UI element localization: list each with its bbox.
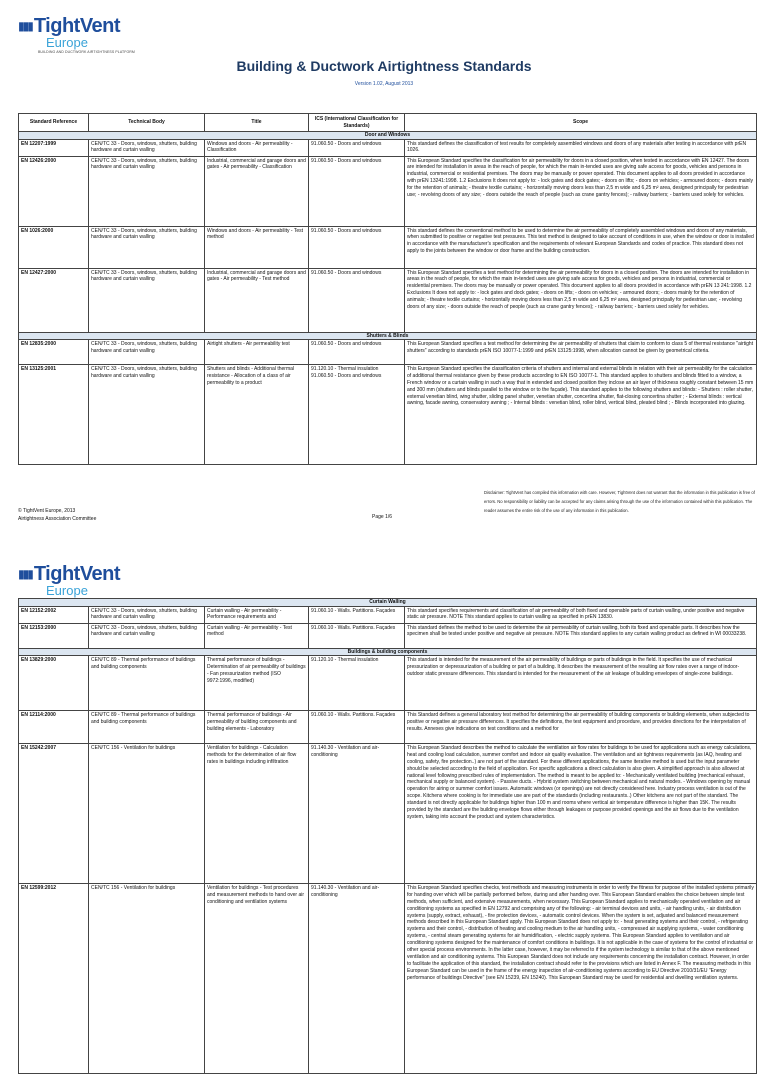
column-header: Title — [205, 114, 309, 132]
logo-bars-icon: ▮▮▮ — [18, 19, 32, 33]
table-row — [19, 365, 757, 465]
ics-code: 91.140.30 - Ventilation and air-conditioning — [309, 884, 405, 1074]
section-row — [19, 332, 757, 340]
standard-title: Shutters and blinds - Additional thermal resistance - Allocation of a class of air permeability to a product — [205, 365, 309, 465]
disclaimer: Disclaimer: TightVent has compiled this information with care. However, TightVent does not warrant that the information in this publication is free of errors. No responsibility or liability can be accepted for any claims arising through the use of the information contained within this publication. The reader assumes the entire risk of the use of any information in this publication. — [484, 490, 755, 513]
standard-reference: EN 12114:2000 — [19, 711, 89, 744]
technical-body: CEN/TC 33 - Doors, windows, shutters, building hardware and curtain walling — [89, 606, 205, 623]
section-label: Door and Windows — [19, 132, 757, 140]
section-label: Buildings & building components — [19, 648, 757, 656]
table-row — [19, 268, 757, 332]
standard-reference: EN 13125:2001 — [19, 365, 89, 465]
section-label: Curtain Walling — [19, 599, 757, 607]
column-header: Scope — [405, 114, 757, 132]
tightvent-logo — [18, 16, 135, 54]
standard-title: Windows and doors - Air permeability - Classification — [205, 139, 309, 156]
technical-body: CEN/TC 33 - Doors, windows, shutters, building hardware and curtain walling — [89, 156, 205, 226]
standard-reference: EN 12207:1999 — [19, 139, 89, 156]
table-row — [19, 156, 757, 226]
column-header: Technical Body — [89, 114, 205, 132]
technical-body: CEN/TC 156 - Ventilation for buildings — [89, 884, 205, 1074]
ics-code: 91.060.50 - Doors and windows — [309, 156, 405, 226]
section-row — [19, 599, 757, 607]
technical-body: CEN/TC 33 - Doors, windows, shutters, building hardware and curtain walling — [89, 365, 205, 465]
technical-body: CEN/TC 89 - Thermal performance of buildings and building components — [89, 711, 205, 744]
table-row — [19, 606, 757, 623]
logo-brand: TightVent — [33, 563, 121, 585]
scope-text: This standard is intended for the measurement of the air permeability of buildings or parts of buildings in the field. It specifies the use of mechanical pressurization or depressurization of a building or part of a building. It describes the measurement of the resulting air flow rates over a range of indoor-outdoor static pressure differences. This standard is intended for the measurement of the air leakage of building envelopes of single-zone buildings. — [405, 656, 757, 711]
scope-text: This European Standard specifies the classification criteria of shutters and internal and external blinds in relation with their air permeability for the calculation of additional thermal resistance given by these products according to EN ISO 10077-1. This standard applies to shutters and blinds fitted to a window, a French window or a curtain walling in such a way that in extended and closed position they inclose an air layer of thickness roughly constant between 15 mm and 300 mm (shutters and blinds parallel to the window or to the façade). This standard applies to the following shutters and blinds: - Shutters : roller shutter, external venetian blind, wing shutter, sliding panel shutter, venetian shutter, concertina shutter, flat-closing concertina shutter ; - External blinds : vertical awning, facade awning, conservatory awning ; - Internal blinds : venetian blind, roller blind, vertical blind, pleated blind ; - Blinds incorporated into glazing. — [405, 365, 757, 465]
logo-bars-icon: ▮▮▮ — [18, 567, 32, 581]
logo-tagline: BUILDING AND DUCTWORK AIRTIGHTNESS PLATFORM — [38, 50, 135, 54]
tightvent-logo — [18, 564, 135, 602]
table-row — [19, 656, 757, 711]
standard-title: Ventilation for buildings - Test procedures and measurement methods to hand over air conditioning and ventilation systems — [205, 884, 309, 1074]
standard-reference: EN 12152:2002 — [19, 606, 89, 623]
standard-reference: EN 12427:2000 — [19, 268, 89, 332]
standard-title: Industrial, commercial and garage doors and gates - Air permeability - Test method — [205, 268, 309, 332]
footer-left — [18, 507, 96, 523]
scope-text: This European Standard specifies a test method for determining the air permeability for doors in a closed position. The doors are intended for installation in areas in the reach of people, for which the main in-tended uses are giving safe access for goods, vehicles and persons in industrial, commercial or residential premises. The doors may be manually or power operated. This document applies to all doors provided in accordance with prEN 13 241:1998. 1.2 Exclusions It does not apply to: - lock gates and dock gates; - doors on lifts; - doors on vehicles; - armoured doors; - doors mainly for the retention of animals; - theatre textile curtains; - horizontally moving doors less than 2,5 m wide and 6,25 m² area, designed principally for pedestrian use; - revolving doors of any size; - doors outside the reach of people (such as crane gantry fences); - railway barriers; - barriers used solely for vehicles. — [405, 268, 757, 332]
standard-title: Curtain walling - Air permeability - Performance requirements and — [205, 606, 309, 623]
standard-reference: EN 12835:2000 — [19, 340, 89, 365]
table-row — [19, 744, 757, 884]
ics-code: 91.120.10 - Thermal insulation — [309, 656, 405, 711]
scope-text: This European Standard specifies checks, test methods and measuring instruments in order to verify the fitness for purpose of the installed systems primarily for handing over which will be partially performed before, during and after handing over. This European Standard enables the choice between simple test methods, when sufficient, and extensive measurements, when necessary. This European Standard applies to mechanically operated ventilation and air conditioning systems as specified in EN 12792 and comprising any of the following: - air terminal devices and units, - air handling units, - air distribution systems (supply, extract, exhaust), - fire protection devices, - automatic control devices. When the system is set, adjusted and balanced measurement methods described in this European Standard apply. This European Standard does not apply to: - heat generating systems and their control, - refrigerating systems and their control, - distribution of heating and cooling medium to the air handling units, - compressed air supplying systems, - water conditioning systems, - central steam generating systems for air humidification, - electric supply systems. This European Standard applies to ventilation and air conditioning systems designed for the maintenance of comfort conditions in buildings. It is not applicable in the case of systems for the control of industrial or other special process environments. In the latter case, however, it may be referred to if the system technology is similar to that of the above mentioned ventilation and air conditioning systems. This European Standard does not include any requirements concerning the installation contract. However, in order to facilitate the application of this standard, the installation contract should refer to the provisions which are listed in Annex F. The measuring methods in this European Standard can be used in the frame of the energy inspection of air-conditioning systems according to EU Directive 2010/31/EU "Energy performance of buildings Directive" (see EN 15239, EN 15240). This European Standard may be used for residential and dwelling ventilation systems. — [405, 884, 757, 1074]
section-row — [19, 648, 757, 656]
standards-table-page-2 — [18, 598, 757, 1074]
table-row — [19, 884, 757, 1074]
logo-brand: TightVent — [33, 15, 121, 37]
scope-text: This Standard defines a general laboratory test method for determining the air permeability of building components or building elements, when subjected to positive or negative air pressure differences. It specifies the definitions, the test equipment and procedure, and provides directions for the interpretation of results. Annexes give indications on test conditions and a method for — [405, 711, 757, 744]
page-number: Page 1/6 — [372, 514, 393, 520]
standard-title: Windows and doors - Air permeability - Test method — [205, 226, 309, 268]
standard-reference: EN 12153:2000 — [19, 623, 89, 648]
scope-text: This standard defines the classification of test results for completely assembled windows and doors of any materials after testing in accordance with prEN 1026. — [405, 139, 757, 156]
scope-text: This standard specifies requirements and classification of air permeability of both fixed and openable parts of curtain walling, under positive and negative static air pressure. NOTE This standard applies to curtain walling as specified in prEN 13830. — [405, 606, 757, 623]
logo-region: Europe — [46, 583, 88, 598]
ics-code: 91.060.10 - Walls. Partitions. Façades — [309, 606, 405, 623]
scope-text: This European Standard describes the method to calculate the ventilation air flow rates for buildings to be used for applications such as energy calculations, heat and cooling load calculation, summer comfort and indoor air quality evaluation. The ventilation and air tightness requirements (as IAQ, heating and cooling, safety, fire protection..) are not part of the standard. For these different applications, the same iterative method is used but the input parameter should be selected according to the field of application. For specific applications a direct calculation is also given. A simplified approach is also allowed at national level following prescribed rules of implementation. The method is meant to be applied to: - Mechanically ventilated building (mechanical exhaust, mechanical supply or balanced system). - Passive ducts. - Hybrid system switching between mechanical and natural modes. - Windows opening by manual operation for airing or summer comfort issues. Automatic windows (or openings) are not directly considered here. Industry process ventilation is out of the scope. Kitchens where cooking is for immediate use are part of the standards (including restaurants..) Other kitchens are not part of the standard. The standard is not directly applicable for buildings higher than 100 m and rooms where vertical air temperature difference is higher than 15K. The results provided by the standard are the building envelope flows either through leakages or purpose provided openings and the air flows due to the ventilation system, taking into account the product and system characteristics. — [405, 744, 757, 884]
ics-code: 91.060.50 - Doors and windows — [309, 139, 405, 156]
scope-text: This standard defines the conventional method to be used to determine the air permeability of completely assembled windows and doors of any materials, when submitted to positive or negative test pressures. This test method is designed to take account of conditions in use, when the window or door is installed in accordance with the manufacturer's specification and the requirements of relevant European Standards and codes of practice. This standard does not apply to the joints between the window or door frame and the building construction. — [405, 226, 757, 268]
ics-code: 91.060.10 - Walls. Partitions. Façades — [309, 711, 405, 744]
table-row — [19, 623, 757, 648]
table-row — [19, 226, 757, 268]
technical-body: CEN/TC 33 - Doors, windows, shutters, building hardware and curtain walling — [89, 139, 205, 156]
scope-text: This European Standard specifies the classification for air permeability for doors in a closed position, when tested in accordance with EN 12427. The doors are intended for installation in areas in the reach of people, for which the main in-tended uses are giving safe access for goods, vehicles and persons in industrial, commercial or residential premises. The doors may be manually or power operated. This document applies to all doors provided in accordance with prEN 13241:1998. 1.2 Exclusions It does not apply to: - lock gates and dock gates; - doors on lifts; - doors on vehicles; - armoured doors; - doors mainly for the retention of animals; - theatre textile curtains; - horizontally moving doors less than 2,5 m wide and 6,25 m² area, designed principally for pedestrian use; - revolving doors of any size; - doors outside the reach of people (such as crane gantry fences); - railway barriers; - barriers used solely for vehicles. — [405, 156, 757, 226]
technical-body: CEN/TC 33 - Doors, windows, shutters, building hardware and curtain walling — [89, 623, 205, 648]
copyright: © TightVent Europe, 2013 — [18, 508, 76, 514]
ics-code: 91.060.50 - Doors and windows — [309, 340, 405, 365]
standard-title: Curtain walling - Air permeability - Test method — [205, 623, 309, 648]
document-title: Building & Ductwork Airtightness Standards — [236, 58, 532, 74]
technical-body: CEN/TC 33 - Doors, windows, shutters, building hardware and curtain walling — [89, 340, 205, 365]
technical-body: CEN/TC 156 - Ventilation for buildings — [89, 744, 205, 884]
standard-title: Industrial, commercial and garage doors and gates - Air permeability - Classification — [205, 156, 309, 226]
ics-code: 91.060.50 - Doors and windows — [309, 268, 405, 332]
standards-table-page-1 — [18, 113, 757, 465]
standard-title: Ventilation for buildings - Calculation methods for the determination of air flow rates in buildings including infiltration — [205, 744, 309, 884]
table-header-row — [19, 114, 757, 132]
table-row — [19, 139, 757, 156]
standard-reference: EN 1026:2000 — [19, 226, 89, 268]
table-row — [19, 340, 757, 365]
section-row — [19, 132, 757, 140]
standard-title: Airtight shutters - Air permeability test — [205, 340, 309, 365]
technical-body: CEN/TC 33 - Doors, windows, shutters, building hardware and curtain walling — [89, 226, 205, 268]
standard-reference: EN 12426:2000 — [19, 156, 89, 226]
scope-text: This European Standard specifies a test method for determining the air permeability of shutters that claim to conform to class 5 of thermal resistance "airtight shutters" according to standards prEN ISO 10077-1:1999 and prEN 13125:1998, when allocation cannot be given by geometrical criteria. — [405, 340, 757, 365]
column-header: ICS (International Classification for Standards) — [309, 114, 405, 132]
ics-code: 91.140.30 - Ventilation and air-conditioning — [309, 744, 405, 884]
committee: Airtightness Association Committee — [18, 516, 97, 522]
standard-reference: EN 12599:2012 — [19, 884, 89, 1074]
standard-reference: EN 13829:2000 — [19, 656, 89, 711]
standard-title: Thermal performance of buildings - Determination of air permeability of buildings - Fan pressurization method (ISO 9972:1996, modified) — [205, 656, 309, 711]
ics-code: 91.060.50 - Doors and windows — [309, 226, 405, 268]
logo-region: Europe — [46, 35, 88, 50]
ics-code: 91.120.10 - Thermal insulation 91.060.50 - Doors and windows — [309, 365, 405, 465]
column-header: Standard Reference — [19, 114, 89, 132]
document-version: Version 1.02, August 2013 — [354, 81, 414, 87]
standard-reference: EN 15242:2007 — [19, 744, 89, 884]
standard-title: Thermal performance of buildings - Air permeability of building components and building elements - Laboratory — [205, 711, 309, 744]
table-row — [19, 711, 757, 744]
scope-text: This standard defines the method to be used to determine the air permeability of curtain walling, both its fixed and openable parts. It describes how the specimen shall be tested under positive and negative air pressure. NOTE This standard applies to any curtain walling product as defined in WI 00033238. — [405, 623, 757, 648]
technical-body: CEN/TC 89 - Thermal performance of buildings and building components — [89, 656, 205, 711]
technical-body: CEN/TC 33 - Doors, windows, shutters, building hardware and curtain walling — [89, 268, 205, 332]
ics-code: 91.060.10 - Walls. Partitions. Façades — [309, 623, 405, 648]
section-label: Shutters & Blinds — [19, 332, 757, 340]
